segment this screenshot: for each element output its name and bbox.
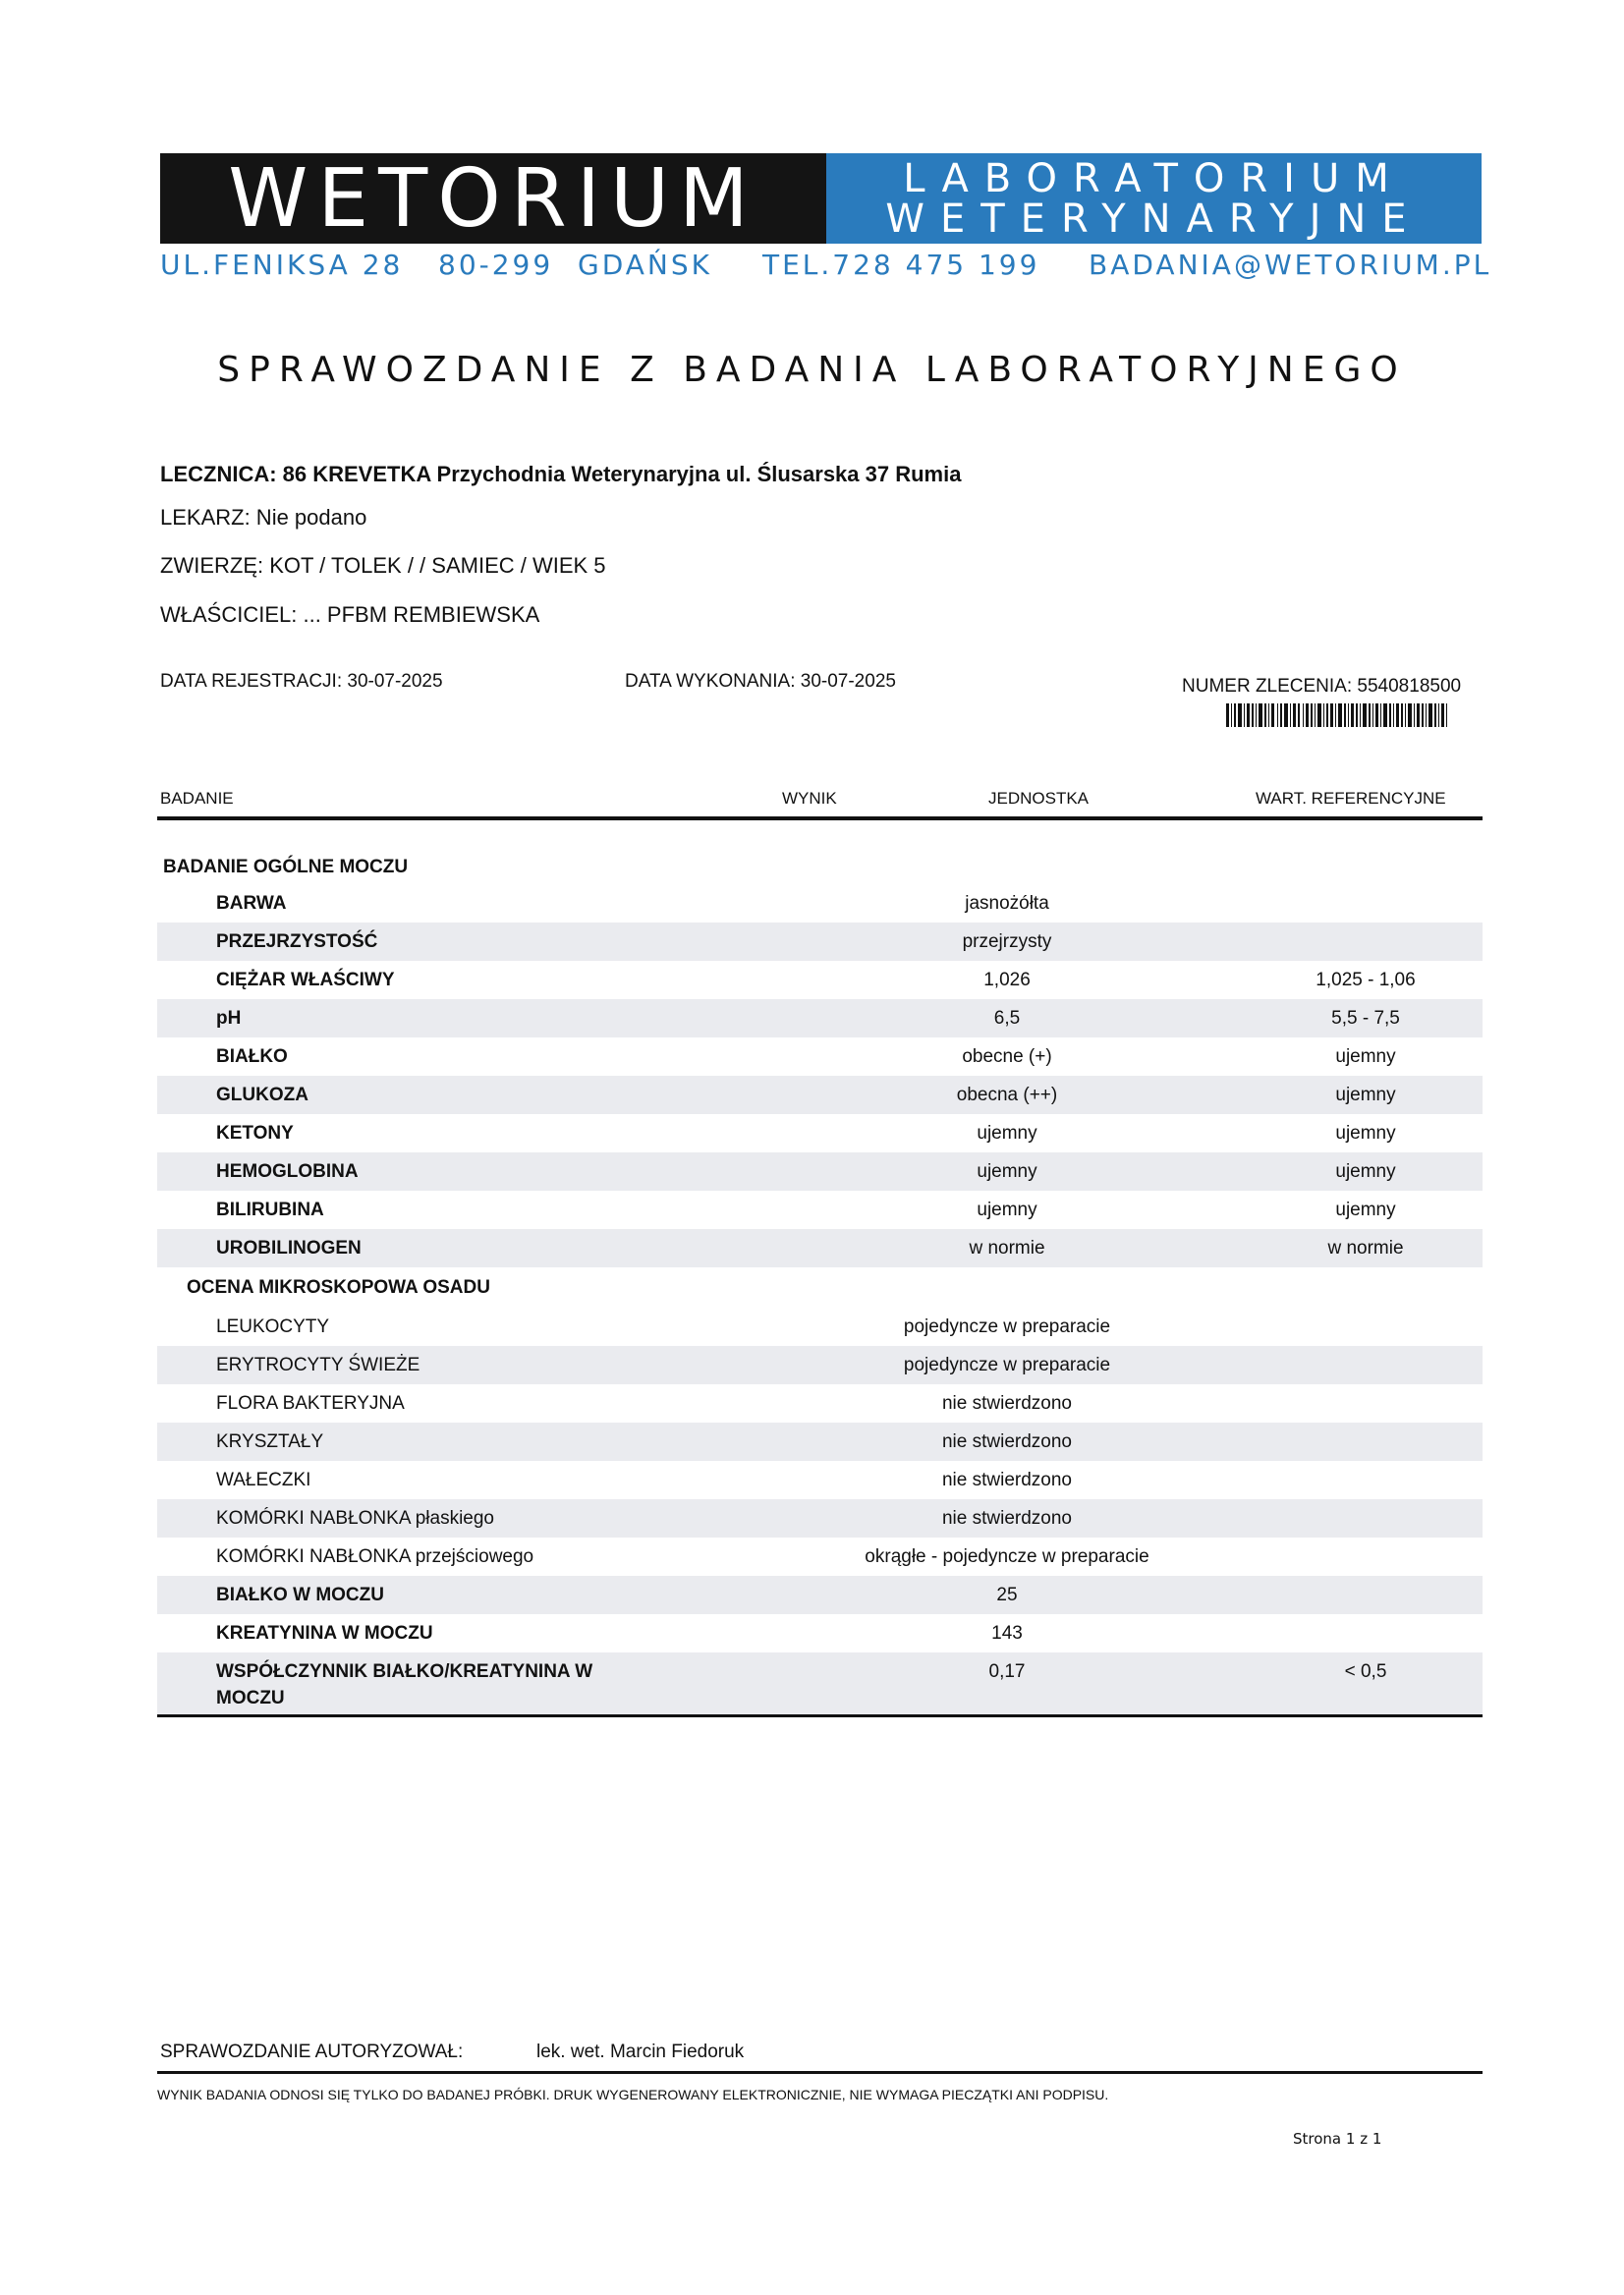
table-row [157, 1538, 1483, 1576]
test-reference: 5,5 - 7,5 [1331, 1008, 1400, 1029]
test-result: nie stwierdzono [941, 1470, 1073, 1490]
test-name: KOMÓRKI NABŁONKA przejściowego [216, 1546, 534, 1567]
test-result: nie stwierdzono [941, 1431, 1073, 1452]
registration-date: DATA REJESTRACJI: 30-07-2025 [160, 671, 443, 692]
col-header-test: BADANIE [160, 789, 234, 808]
phone-number: TEL.728 475 199 [762, 249, 1040, 281]
test-name: BARWA [216, 893, 287, 914]
col-header-result: WYNIK [782, 789, 837, 808]
logo-line-2: WETERYNARYJNE [885, 196, 1423, 242]
test-name-line-2: MOCZU [216, 1688, 285, 1708]
test-name: LEUKOCYTY [216, 1316, 330, 1337]
test-reference: ujemny [1335, 1161, 1396, 1182]
test-name [216, 1658, 592, 1711]
test-name: HEMOGLOBINA [216, 1161, 359, 1182]
disclaimer: WYNIK BADANIA ODNOSI SIĘ TYLKO DO BADANEJ PRÓBKI. DRUK WYGENEROWANY ELEKTRONICZNIE, NIE WYMAGA PIECZĄTKI ANI PODPISU. [157, 2087, 1109, 2102]
test-name: PRZEJRZYSTOŚĆ [216, 931, 378, 952]
doctor-info: LEKARZ: Nie podano [160, 505, 367, 530]
table-row [157, 1152, 1483, 1191]
test-reference: 1,025 - 1,06 [1316, 970, 1416, 990]
test-result: ujemny [977, 1161, 1037, 1182]
contact-line [160, 249, 1492, 282]
table-row [157, 1499, 1483, 1538]
table-row [157, 1614, 1483, 1652]
test-result: obecne (+) [962, 1046, 1052, 1067]
test-name: BILIRUBINA [216, 1200, 324, 1220]
logo-wetorium [160, 153, 826, 244]
test-result: 25 [996, 1585, 1018, 1605]
table-row [157, 1461, 1483, 1499]
test-result: ujemny [977, 1200, 1037, 1220]
test-result: 6,5 [993, 1008, 1021, 1029]
barcode-image [1226, 703, 1447, 727]
table-row [157, 1229, 1483, 1267]
section-microscopy: OCENA MIKROSKOPOWA OSADU [187, 1277, 490, 1298]
test-result: pojedyncze w preparacie [903, 1355, 1111, 1375]
test-reference: ujemny [1335, 1085, 1396, 1105]
test-name: WAŁECZKI [216, 1470, 311, 1490]
table-row [157, 884, 1483, 923]
test-name: FLORA BAKTERYJNA [216, 1393, 405, 1414]
table-row [157, 1384, 1483, 1423]
logo-wetorium-text: WETORIUM [228, 151, 758, 246]
table-row [157, 1191, 1483, 1229]
address-street: UL.FENIKSA 28 [160, 249, 404, 281]
test-name: BIAŁKO [216, 1046, 288, 1067]
address-postal: 80-299 [438, 249, 554, 281]
test-result: okrągłe - pojedyncze w preparacie [865, 1546, 1149, 1567]
test-result: nie stwierdzono [941, 1508, 1073, 1529]
test-name-line-1: WSPÓŁCZYNNIK BIAŁKO/KREATYNINA W [216, 1661, 593, 1682]
page-number: Strona 1 z 1 [1293, 2130, 1382, 2148]
table-row [157, 1652, 1483, 1714]
test-result: 0,17 [988, 1661, 1026, 1682]
test-result: nie stwierdzono [941, 1393, 1073, 1414]
test-name: KOMÓRKI NABŁONKA płaskiego [216, 1508, 494, 1529]
section-general-urine: BADANIE OGÓLNE MOCZU [163, 857, 409, 877]
logo-line-1: LABORATORIUM [903, 156, 1405, 201]
test-result: pojedyncze w preparacie [903, 1316, 1111, 1337]
animal-info: ZWIERZĘ: KOT / TOLEK / / SAMIEC / WIEK 5 [160, 553, 606, 578]
execution-date: DATA WYKONANIA: 30-07-2025 [625, 671, 896, 692]
table-header-rule [157, 816, 1483, 820]
test-result: 1,026 [983, 970, 1031, 990]
col-header-reference: WART. REFERENCYJNE [1256, 789, 1446, 808]
test-name: GLUKOZA [216, 1085, 308, 1105]
table-bottom-rule [157, 1714, 1483, 1717]
test-reference: ujemny [1335, 1046, 1396, 1067]
table-row [157, 1114, 1483, 1152]
clinic-info: LECZNICA: 86 KREVETKA Przychodnia Weterynaryjna ul. Ślusarska 37 Rumia [160, 462, 962, 486]
test-name: ERYTROCYTY ŚWIEŻE [216, 1355, 420, 1375]
test-result: w normie [969, 1238, 1045, 1259]
test-name: UROBILINOGEN [216, 1238, 362, 1259]
col-header-unit: JEDNOSTKA [988, 789, 1090, 808]
table-row [157, 1308, 1483, 1346]
owner-info: WŁAŚCICIEL: ... PFBM REMBIEWSKA [160, 602, 540, 627]
table-row [157, 1037, 1483, 1076]
test-reference: ujemny [1335, 1200, 1396, 1220]
logo-laboratorium [826, 153, 1482, 244]
test-name: KREATYNINA W MOCZU [216, 1623, 433, 1644]
test-result: 143 [991, 1623, 1023, 1644]
test-reference: ujemny [1335, 1123, 1396, 1144]
email-address: BADANIA@WETORIUM.PL [1089, 249, 1492, 281]
table-row [157, 999, 1483, 1037]
report-title: SPRAWOZDANIE Z BADANIA LABORATORYJNEGO [217, 350, 1407, 390]
test-reference: < 0,5 [1344, 1661, 1387, 1682]
table-row [157, 923, 1483, 961]
table-row [157, 1423, 1483, 1461]
test-result: jasnożółta [965, 893, 1049, 914]
authorized-label: SPRAWOZDANIE AUTORYZOWAŁ: [160, 2042, 464, 2062]
table-row [157, 1076, 1483, 1114]
test-name: BIAŁKO W MOCZU [216, 1585, 384, 1605]
order-number: NUMER ZLECENIA: 5540818500 [1182, 676, 1462, 697]
test-name: KRYSZTAŁY [216, 1431, 324, 1452]
address-city: GDAŃSK [578, 249, 712, 281]
test-name: KETONY [216, 1123, 294, 1144]
footer-rule [157, 2071, 1483, 2074]
table-row [157, 1346, 1483, 1384]
test-reference: w normie [1327, 1238, 1404, 1259]
table-row [157, 961, 1483, 999]
test-name: pH [216, 1008, 242, 1029]
authorized-by: lek. wet. Marcin Fiedoruk [536, 2042, 745, 2062]
test-result: obecna (++) [956, 1085, 1058, 1105]
test-result: przejrzysty [962, 931, 1052, 952]
test-result: ujemny [977, 1123, 1037, 1144]
table-row [157, 1576, 1483, 1614]
test-name: CIĘŻAR WŁAŚCIWY [216, 970, 395, 990]
